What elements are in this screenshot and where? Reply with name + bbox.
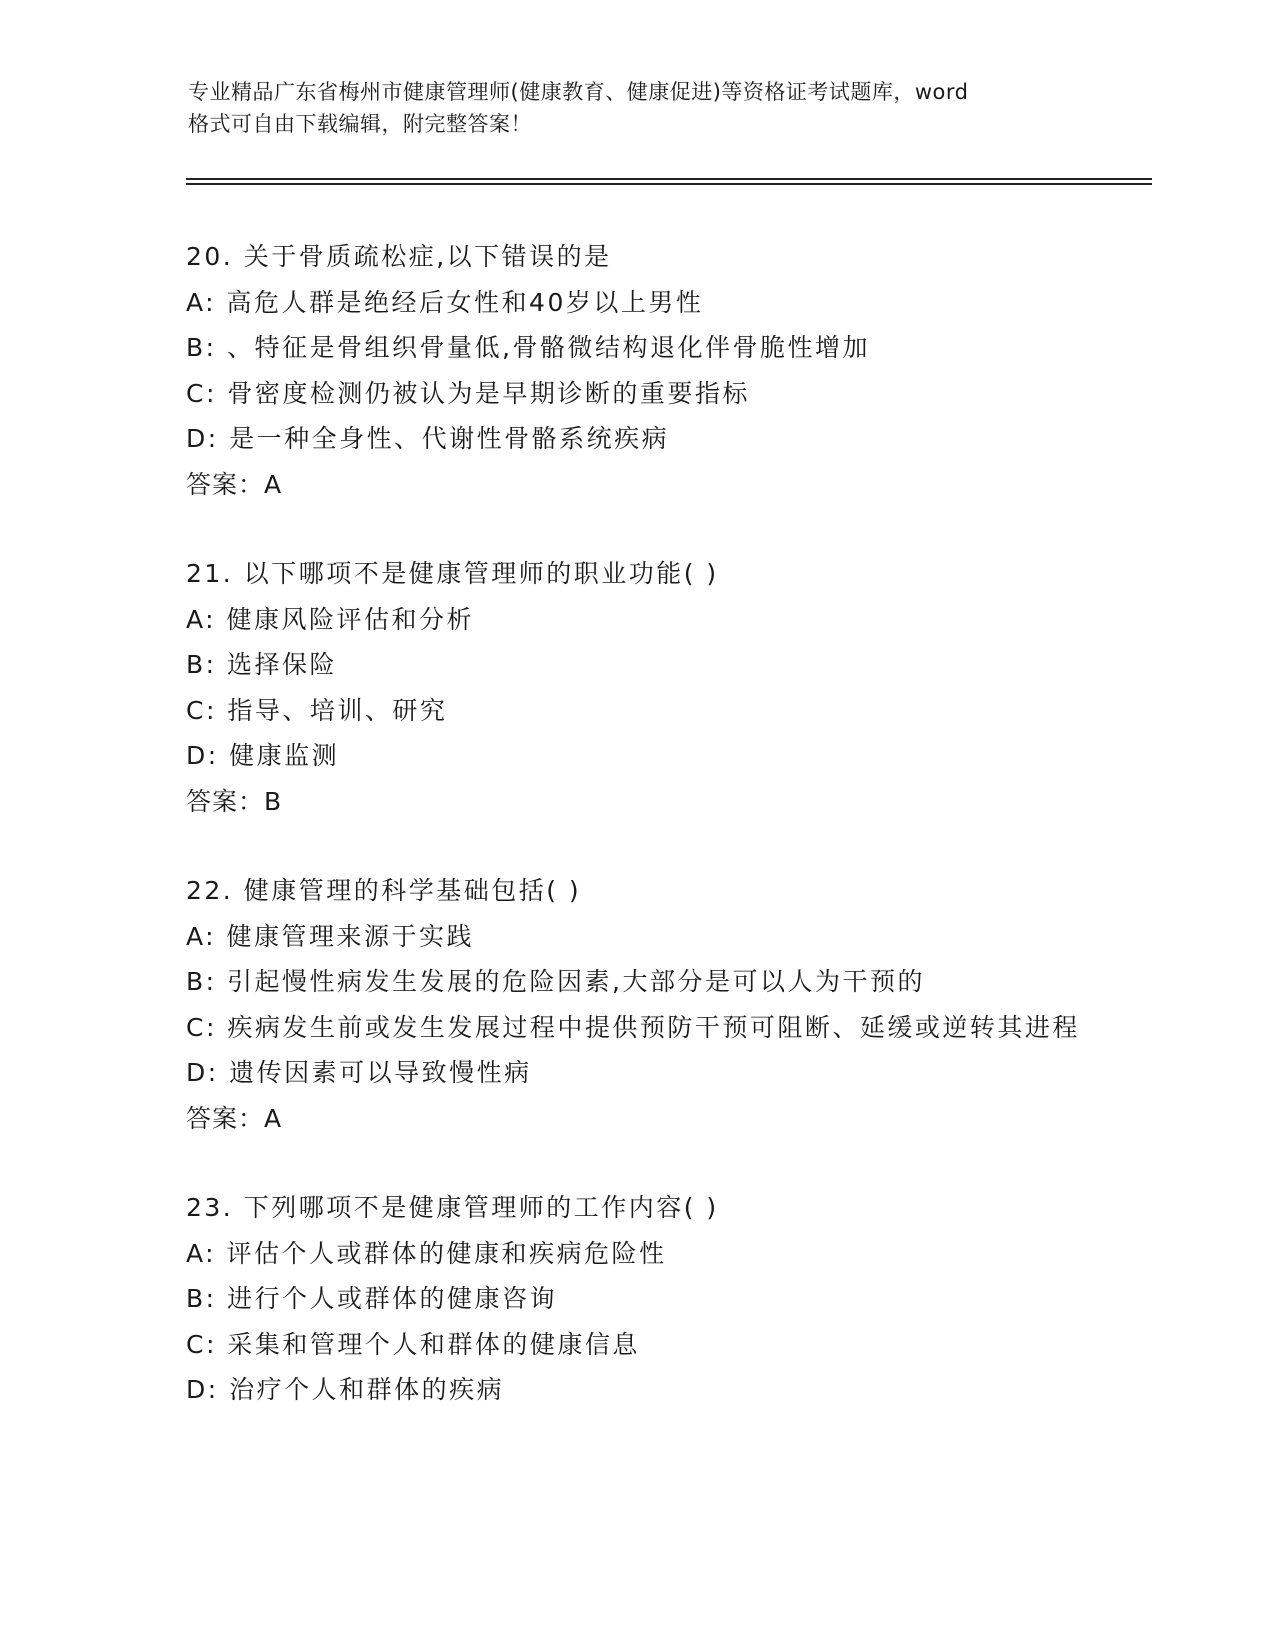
question-spacer bbox=[186, 824, 1086, 868]
question-spacer bbox=[186, 507, 1086, 551]
header-line-1: 专业精品广东省梅州市健康管理师(健康教育、健康促进)等资格证考试题库，word bbox=[188, 80, 969, 104]
answer-label: 答案：A bbox=[186, 1103, 283, 1133]
question-22 bbox=[186, 868, 1086, 1141]
option-c: C: 骨密度检测仍被认为是早期诊断的重要指标 bbox=[186, 378, 750, 408]
question-20 bbox=[186, 234, 1086, 507]
document-header bbox=[188, 76, 1088, 140]
option-a: A: 评估个人或群体的健康和疾病危险性 bbox=[186, 1238, 667, 1268]
option-c: C: 疾病发生前或发生发展过程中提供预防干预可阻断、延缓或逆转其进程 bbox=[186, 1012, 1080, 1042]
option-b: B: 、特征是骨组织骨量低,骨骼微结构退化伴骨脆性增加 bbox=[186, 333, 870, 362]
option-b: B: 选择保险 bbox=[186, 650, 338, 679]
option-c: C: 采集和管理个人和群体的健康信息 bbox=[186, 1329, 640, 1359]
option-d: D: 健康监测 bbox=[186, 741, 340, 770]
option-d: D: 是一种全身性、代谢性骨骼系统疾病 bbox=[186, 424, 670, 453]
option-c: C: 指导、培训、研究 bbox=[186, 695, 448, 725]
answer-label: 答案：A bbox=[186, 469, 283, 499]
option-a: A: 健康风险评估和分析 bbox=[186, 604, 475, 634]
question-stem: 23. 下列哪项不是健康管理师的工作内容( ) bbox=[186, 1193, 719, 1222]
answer-label: 答案：B bbox=[186, 786, 283, 816]
question-spacer bbox=[186, 1141, 1086, 1185]
option-b: B: 进行个人或群体的健康咨询 bbox=[186, 1284, 558, 1313]
question-stem: 22. 健康管理的科学基础包括( ) bbox=[186, 876, 582, 905]
header-divider-bottom bbox=[186, 183, 1152, 185]
option-a: A: 健康管理来源于实践 bbox=[186, 921, 475, 951]
question-stem: 21. 以下哪项不是健康管理师的职业功能( ) bbox=[186, 559, 719, 588]
option-a: A: 高危人群是绝经后女性和40岁以上男性 bbox=[186, 287, 704, 317]
question-stem: 20. 关于骨质疏松症,以下错误的是 bbox=[186, 242, 612, 271]
header-divider-top bbox=[186, 178, 1152, 180]
option-b: B: 引起慢性病发生发展的危险因素,大部分是可以人为干预的 bbox=[186, 967, 925, 996]
header-line-2: 格式可自由下载编辑，附完整答案！ bbox=[188, 112, 532, 136]
question-23 bbox=[186, 1185, 1086, 1413]
option-d: D: 治疗个人和群体的疾病 bbox=[186, 1375, 505, 1404]
question-list bbox=[186, 234, 1086, 1413]
option-d: D: 遗传因素可以导致慢性病 bbox=[186, 1058, 532, 1087]
question-21 bbox=[186, 551, 1086, 824]
